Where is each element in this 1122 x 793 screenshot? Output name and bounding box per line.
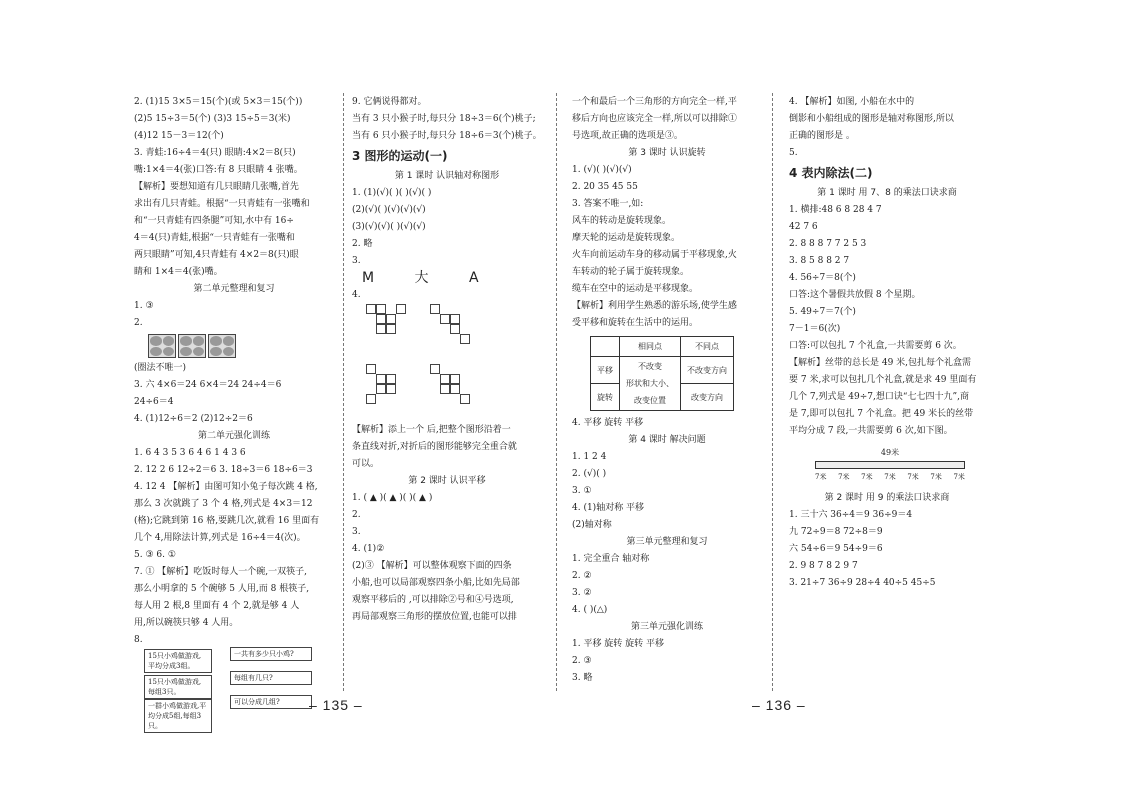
answer-line: 3. 略 bbox=[572, 673, 593, 683]
column-2 bbox=[352, 94, 542, 626]
answer-line: 风车的转动是旋转现象。 bbox=[572, 216, 672, 226]
letters: M 大 A bbox=[362, 270, 497, 286]
unit-title: 4 表内除法(二) bbox=[789, 166, 873, 180]
lesson-title: 第 3 课时 认识旋转 bbox=[628, 148, 706, 158]
answer-line: (4)12 15－3＝12(个) bbox=[134, 131, 224, 141]
answer-line: 1. 横排:48 6 8 28 4 7 bbox=[789, 205, 882, 215]
table-header: 相同点 bbox=[620, 337, 681, 357]
answer-line: 车转动的轮子属于旋转现象。 bbox=[572, 267, 690, 277]
column-divider bbox=[556, 93, 557, 691]
table-cell-text: 改变位置 bbox=[634, 396, 666, 405]
section-title: 第二单元强化训练 bbox=[197, 431, 270, 441]
flow-box: 一群小鸡做游戏,平均分成5组,每组3只。 bbox=[144, 699, 212, 733]
answer-line: 和“一只青蛙有四条腿”可知,水中有 16÷ bbox=[134, 216, 294, 226]
ribbon-segment-label: 7米 bbox=[815, 473, 827, 481]
section-title: 第三单元强化训练 bbox=[630, 622, 703, 632]
answer-line: 两只眼睛”可知,4只青蛙有 4×2＝8(只)眼 bbox=[134, 250, 299, 260]
note: (圈法不唯一) bbox=[134, 363, 187, 373]
answer-line: 1. 6 4 3 5 3 6 4 6 1 4 3 6 bbox=[134, 448, 246, 458]
answer-line: 要 7 米,求可以包扎几个礼盒,就是求 49 里面有 bbox=[789, 375, 977, 385]
answer-line: 观察平移后的 ,可以排除②号和④号选项, bbox=[352, 595, 514, 605]
answer-line: 2. 8 8 8 7 7 2 5 3 bbox=[789, 239, 867, 249]
answer-line: 1. 平移 旋转 旋转 平移 bbox=[572, 639, 665, 649]
table-header bbox=[591, 337, 620, 357]
answer-line: 火车向前运动车身的移动属于平移现象,火 bbox=[572, 250, 737, 260]
answer-line: 3. 答案不唯一,如: bbox=[572, 199, 644, 209]
answer-line: (2)(√)( )(√)(√)(√) bbox=[352, 205, 426, 215]
answer-line: 4. 平移 旋转 平移 bbox=[572, 418, 644, 428]
table-cell: 平移 bbox=[591, 357, 620, 384]
answer-line: 每人用 2 根,8 里面有 4 个 2,就是够 4 人 bbox=[134, 601, 300, 611]
answer-line: 3. bbox=[352, 256, 361, 266]
answer-line: 当有 6 只小猴子时,每只分 18÷6＝3(个)桃子。 bbox=[352, 131, 542, 141]
lesson-title: 第 4 课时 解决问题 bbox=[628, 435, 706, 445]
lesson-title: 第 2 课时 认识平移 bbox=[408, 476, 486, 486]
answer-line: (格);它跳到第 16 格,要跳几次,就看 16 里面有 bbox=[134, 516, 320, 526]
answer-line: 2. 20 35 45 55 bbox=[572, 182, 638, 192]
column-1 bbox=[134, 94, 334, 730]
answer-line: 2. 12 2 6 12÷2＝6 3. 18÷3＝6 18÷6＝3 bbox=[134, 465, 313, 475]
column-3 bbox=[572, 94, 762, 687]
symmetry-shapes-figure bbox=[352, 304, 542, 422]
answer-line: 3. 8 5 8 8 2 7 bbox=[789, 256, 850, 266]
lesson-title: 第 1 课时 用 7、8 的乘法口诀求商 bbox=[817, 188, 957, 198]
answer-line: 求出有几只青蛙。根据“一只青蛙有一张嘴和 bbox=[134, 199, 310, 209]
answer-line: (2)③ 【解析】可以整体观察下面的四条 bbox=[352, 561, 512, 571]
answer-line: 5. ③ 6. ① bbox=[134, 550, 176, 560]
flow-box: 15只小鸡做游戏,平均分成3组。 bbox=[144, 649, 212, 673]
answer-line: 24÷6＝4 bbox=[134, 397, 174, 407]
answer-line: 缆车在空中的运动是平移现象。 bbox=[572, 284, 699, 294]
answer-line: 1. (1)(√)( )( )(√)( ) bbox=[352, 188, 432, 198]
answer-line: 倒影和小船组成的图形是轴对称图形,所以 bbox=[789, 114, 954, 124]
matching-figure bbox=[134, 649, 334, 730]
answer-line: 1. 1 2 4 bbox=[572, 452, 607, 462]
answer-line: 【解析】丝带的总长是 49 米,包扎每个礼盒需 bbox=[789, 358, 972, 368]
page-number-left: – 135 – bbox=[309, 697, 363, 713]
answer-line: (2)轴对称 bbox=[572, 520, 612, 530]
answer-line: 7. ① 【解析】吃饭时每人一个碗,一双筷子, bbox=[134, 567, 308, 577]
answer-line: 1. ③ bbox=[134, 301, 154, 311]
flow-box: 可以分成几组? bbox=[230, 695, 312, 709]
answer-line: 4. (1)② bbox=[352, 544, 385, 554]
answer-line: 2. 9 8 7 8 2 9 7 bbox=[789, 561, 858, 571]
answer-line: 【解析】要想知道有几只眼睛几张嘴,首先 bbox=[134, 182, 299, 192]
answer-line: 当有 3 只小猴子时,每只分 18÷3＝6(个)桃子; bbox=[352, 114, 536, 124]
answer-line: 2. (1)15 3×5＝15(个)(或 5×3＝15(个)) bbox=[134, 97, 303, 107]
flow-box: 每组有几只? bbox=[230, 671, 312, 685]
ribbon-bar bbox=[815, 461, 965, 469]
ribbon-segment-label: 7米 bbox=[838, 473, 850, 481]
answer-line: 小船,也可以局部观察四条小船,比如先局部 bbox=[352, 578, 520, 588]
answer-line: 1. (√)( )(√)(√) bbox=[572, 165, 632, 175]
ribbon-segment-label: 7米 bbox=[930, 473, 942, 481]
page-number-right: – 136 – bbox=[752, 697, 806, 713]
answer-line: 2. (√)( ) bbox=[572, 469, 607, 479]
answer-line: 口答:可以包扎 7 个礼盒,一共需要剪 6 次。 bbox=[789, 341, 962, 351]
flow-box: 15只小鸡做游戏,每组3只。 bbox=[144, 675, 212, 699]
answer-line: (3)(√)(√)( )(√)(√) bbox=[352, 222, 426, 232]
answer-line: 摩天轮的运动是旋转现象。 bbox=[572, 233, 681, 243]
answer-line: (2)5 15÷3＝5(个) (3)3 15÷5＝3(米) bbox=[134, 114, 291, 124]
answer-line: 1. 完全重合 轴对称 bbox=[572, 554, 650, 564]
answer-line: 7－1＝6(次) bbox=[789, 324, 841, 334]
column-4 bbox=[789, 94, 985, 592]
answer-line: 42 7 6 bbox=[789, 222, 818, 232]
answer-line: 3. 青蛙:16÷4＝4(只) 眼睛:4×2＝8(只) bbox=[134, 148, 296, 158]
answer-line: 9. 它俩说得都对。 bbox=[352, 97, 427, 107]
section-title: 第三单元整理和复习 bbox=[626, 537, 708, 547]
flow-box: 一共有多少只小鸡? bbox=[230, 647, 312, 661]
answer-line: 几个 4,用除法计算,列式是 16÷4＝4(次)。 bbox=[134, 533, 306, 543]
unit-title: 3 图形的运动(一) bbox=[352, 149, 448, 163]
answer-line: 4. (1)12÷6＝2 (2)12÷2＝6 bbox=[134, 414, 253, 424]
answer-line: 是 7,即可以包扎 7 个礼盒。把 49 米长的丝带 bbox=[789, 409, 974, 419]
answer-line: 六 54÷6＝9 54÷9＝6 bbox=[789, 544, 883, 554]
answer-line: 移后方向也应该完全一样,所以可以排除① bbox=[572, 114, 737, 124]
answer-line: 那么 3 次就跳了 3 个 4 格,列式是 4×3＝12 bbox=[134, 499, 313, 509]
answer-line: 几个 7,列式是 49÷7,想口诀“七七四十九”,商 bbox=[789, 392, 969, 402]
answer-line: 2. ③ bbox=[572, 656, 592, 666]
answer-line: 3. 21÷7 36÷9 28÷4 40÷5 45÷5 bbox=[789, 578, 936, 588]
answer-line: 受平移和旋转在生活中的运用。 bbox=[572, 318, 699, 328]
table-header: 不同点 bbox=[681, 337, 734, 357]
section-title: 第二单元整理和复习 bbox=[193, 284, 275, 294]
answer-line: 2. ② bbox=[572, 571, 592, 581]
answer-line: 4. 12 4 【解析】由图可知小兔子每次跳 4 格, bbox=[134, 482, 318, 492]
comparison-table bbox=[590, 336, 734, 411]
answer-line: 2. bbox=[352, 510, 361, 520]
ribbon-diagram bbox=[815, 444, 965, 486]
answer-line: 8. bbox=[134, 635, 143, 645]
answer-line: 3. ① bbox=[572, 486, 592, 496]
answer-line: 号选项,故正确的选项是③。 bbox=[572, 131, 683, 141]
answer-line: 用,所以碗筷只够 4 人用。 bbox=[134, 618, 239, 628]
answer-line: 4. bbox=[352, 290, 361, 300]
table-cell: 旋转 bbox=[591, 384, 620, 411]
ribbon-segment-label: 7米 bbox=[953, 473, 965, 481]
answer-line: 2. 略 bbox=[352, 239, 373, 249]
answer-line: 【解析】利用学生熟悉的游乐场,使学生感 bbox=[572, 301, 737, 311]
table-cell-text: 不改变 bbox=[638, 362, 662, 371]
ribbon-segment-label: 7米 bbox=[907, 473, 919, 481]
answer-line: 再局部观察三角形的摆放位置,也能可以排 bbox=[352, 612, 517, 622]
table-cell bbox=[620, 357, 681, 411]
answer-line: 条直线对折,对折后的图形能够完全重合就 bbox=[352, 442, 517, 452]
answer-line: 4. 56÷7＝8(个) bbox=[789, 273, 856, 283]
answer-line: 平均分成 7 段,一共需要剪 6 次,如下图。 bbox=[789, 426, 953, 436]
answer-line: 1. ( ▲ )( ▲ )( )( ▲ ) bbox=[352, 493, 433, 503]
answer-line: 5. 49÷7＝7(个) bbox=[789, 307, 856, 317]
answer-line: 一个和最后一个三角形的方向完全一样,平 bbox=[572, 97, 737, 107]
answer-line: 可以。 bbox=[352, 459, 380, 469]
answer-line: 4. 【解析】如图, 小船在水中的 bbox=[789, 97, 915, 107]
answer-line: 4. ( )(△) bbox=[572, 605, 608, 615]
answer-line: 口答:这个暑假共放假 8 个星期。 bbox=[789, 290, 921, 300]
lesson-title: 第 1 课时 认识轴对称图形 bbox=[394, 171, 500, 181]
ribbon-segment-label: 7米 bbox=[861, 473, 873, 481]
column-divider bbox=[343, 93, 344, 691]
answer-line: 2. bbox=[134, 318, 143, 328]
answer-line: 【解析】添上一个 后,把整个图形沿着一 bbox=[352, 425, 511, 435]
answer-line: 3. 六 4×6＝24 6×4＝24 24÷4＝6 bbox=[134, 380, 282, 390]
answer-line: 4＝4(只)青蛙,根据“一只青蛙有一张嘴和 bbox=[134, 233, 295, 243]
table-cell: 改变方向 bbox=[681, 384, 734, 411]
ribbon-length: 49米 bbox=[880, 448, 900, 457]
answer-line: 1. 三十六 36÷4＝9 36÷9＝4 bbox=[789, 510, 913, 520]
answer-line: 睛和 1×4＝4(张)嘴。 bbox=[134, 267, 223, 277]
answer-line: 3. ② bbox=[572, 588, 592, 598]
answer-line: 那么小明拿的 5 个碗够 5 人用,而 8 根筷子, bbox=[134, 584, 310, 594]
table-cell-text: 形状和大小、 bbox=[626, 379, 674, 388]
answer-line: 3. bbox=[352, 527, 361, 537]
answer-line: 正确的图形是 。 bbox=[789, 131, 855, 141]
lesson-title: 第 2 课时 用 9 的乘法口诀求商 bbox=[824, 493, 950, 503]
answer-line: 5. bbox=[789, 148, 798, 158]
answer-line: 4. (1)轴对称 平移 bbox=[572, 503, 645, 513]
answer-line: 九 72÷9＝8 72÷8＝9 bbox=[789, 527, 883, 537]
answer-line: 嘴:1×4＝4(张)口答:有 8 只眼睛 4 张嘴。 bbox=[134, 165, 303, 175]
table-cell: 不改变方向 bbox=[681, 357, 734, 384]
column-divider bbox=[772, 93, 773, 691]
apple-groups-figure bbox=[148, 334, 334, 358]
ribbon-segment-label: 7米 bbox=[884, 473, 896, 481]
